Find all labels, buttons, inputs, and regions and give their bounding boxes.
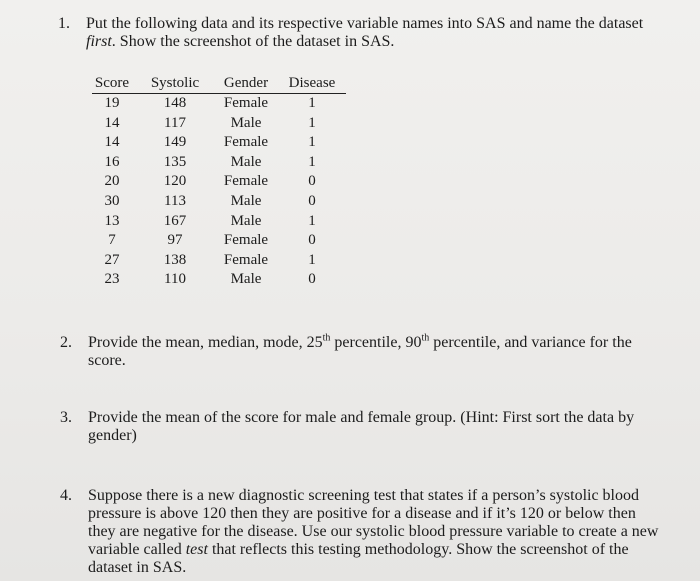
cell-disease: 0: [308, 271, 316, 288]
question-number: 3.: [60, 409, 72, 426]
cell-score: 23: [104, 271, 120, 288]
question-line: gender): [88, 427, 137, 444]
cell-score: 20: [104, 173, 120, 190]
cell-disease: 1: [308, 251, 316, 268]
question-line: Provide the mean, median, mode, 25th percentile, 90th percentile, and variance for the: [88, 332, 632, 351]
header-systolic: Systolic: [150, 75, 200, 91]
cell-gender: Female: [223, 134, 269, 151]
question-line: Provide the mean of the score for male and female group. (Hint: First sort the data by: [88, 409, 635, 426]
cell-gender: Female: [223, 173, 269, 190]
question-number: 4.: [60, 487, 72, 504]
cell-gender: Male: [230, 212, 262, 229]
cell-systolic: 120: [163, 173, 187, 190]
question-line: score.: [88, 352, 126, 369]
header-gender: Gender: [223, 75, 269, 91]
cell-disease: 0: [308, 192, 316, 209]
table-row: [92, 173, 346, 193]
cell-score: 13: [104, 212, 120, 229]
question-line: first. Show the screenshot of the dataset in SAS.: [86, 33, 395, 50]
table-row: [92, 252, 346, 272]
table-row: [92, 193, 346, 213]
question-number: 1.: [58, 15, 70, 32]
cell-gender: Male: [230, 114, 262, 131]
question-text: [88, 409, 668, 445]
question-line: Suppose there is a new diagnostic screening test that states if a person’s systolic blood: [88, 487, 639, 504]
question-text: [88, 334, 668, 370]
table-row: [92, 232, 346, 252]
question-line: they are negative for the disease. Use our systolic blood pressure variable to create a new: [88, 523, 659, 540]
table-row: [92, 154, 346, 174]
cell-score: 14: [104, 114, 120, 131]
cell-systolic: 117: [164, 114, 186, 131]
cell-systolic: 97: [167, 232, 183, 249]
cell-score: 27: [104, 251, 120, 268]
question-line: dataset in SAS.: [88, 559, 187, 576]
cell-systolic: 110: [164, 271, 186, 288]
cell-gender: Female: [223, 232, 269, 249]
table-row: [92, 115, 346, 135]
table-row: [92, 213, 346, 233]
data-table: [92, 75, 346, 291]
cell-gender: Male: [230, 192, 262, 209]
cell-score: 7: [108, 232, 116, 249]
cell-systolic: 148: [163, 95, 187, 111]
cell-score: 14: [104, 134, 120, 151]
cell-gender: Female: [223, 95, 269, 111]
table-row: [92, 134, 346, 154]
cell-gender: Male: [230, 153, 262, 170]
question-line: pressure is above 120 then they are positive for a disease and if it’s 120 or below then: [88, 505, 636, 522]
cell-score: 19: [104, 95, 120, 111]
cell-disease: 0: [308, 232, 316, 249]
cell-gender: Male: [230, 271, 262, 288]
cell-score: 16: [104, 153, 120, 170]
cell-systolic: 167: [163, 212, 187, 229]
cell-systolic: 135: [163, 153, 187, 170]
cell-disease: 1: [308, 95, 316, 111]
cell-disease: 0: [308, 173, 316, 190]
question-number: 2.: [60, 334, 72, 351]
question-line: variable called test that reflects this testing methodology. Show the screenshot of the: [88, 541, 629, 558]
cell-systolic: 149: [163, 134, 187, 151]
header-disease: Disease: [288, 75, 336, 91]
question-line: Put the following data and its respective variable names into SAS and name the dataset: [86, 15, 644, 32]
cell-score: 30: [104, 192, 120, 209]
question-text: [88, 487, 678, 577]
table-row: [92, 95, 346, 115]
question-text: [86, 15, 686, 51]
header-score: Score: [94, 75, 130, 91]
cell-systolic: 113: [164, 192, 186, 209]
table-header: [92, 75, 346, 94]
cell-disease: 1: [308, 114, 316, 131]
cell-disease: 1: [308, 153, 316, 170]
cell-disease: 1: [308, 212, 316, 229]
table-body: [92, 95, 346, 291]
table-row: [92, 271, 346, 291]
cell-disease: 1: [308, 134, 316, 151]
cell-gender: Female: [223, 251, 269, 268]
cell-systolic: 138: [163, 251, 187, 268]
